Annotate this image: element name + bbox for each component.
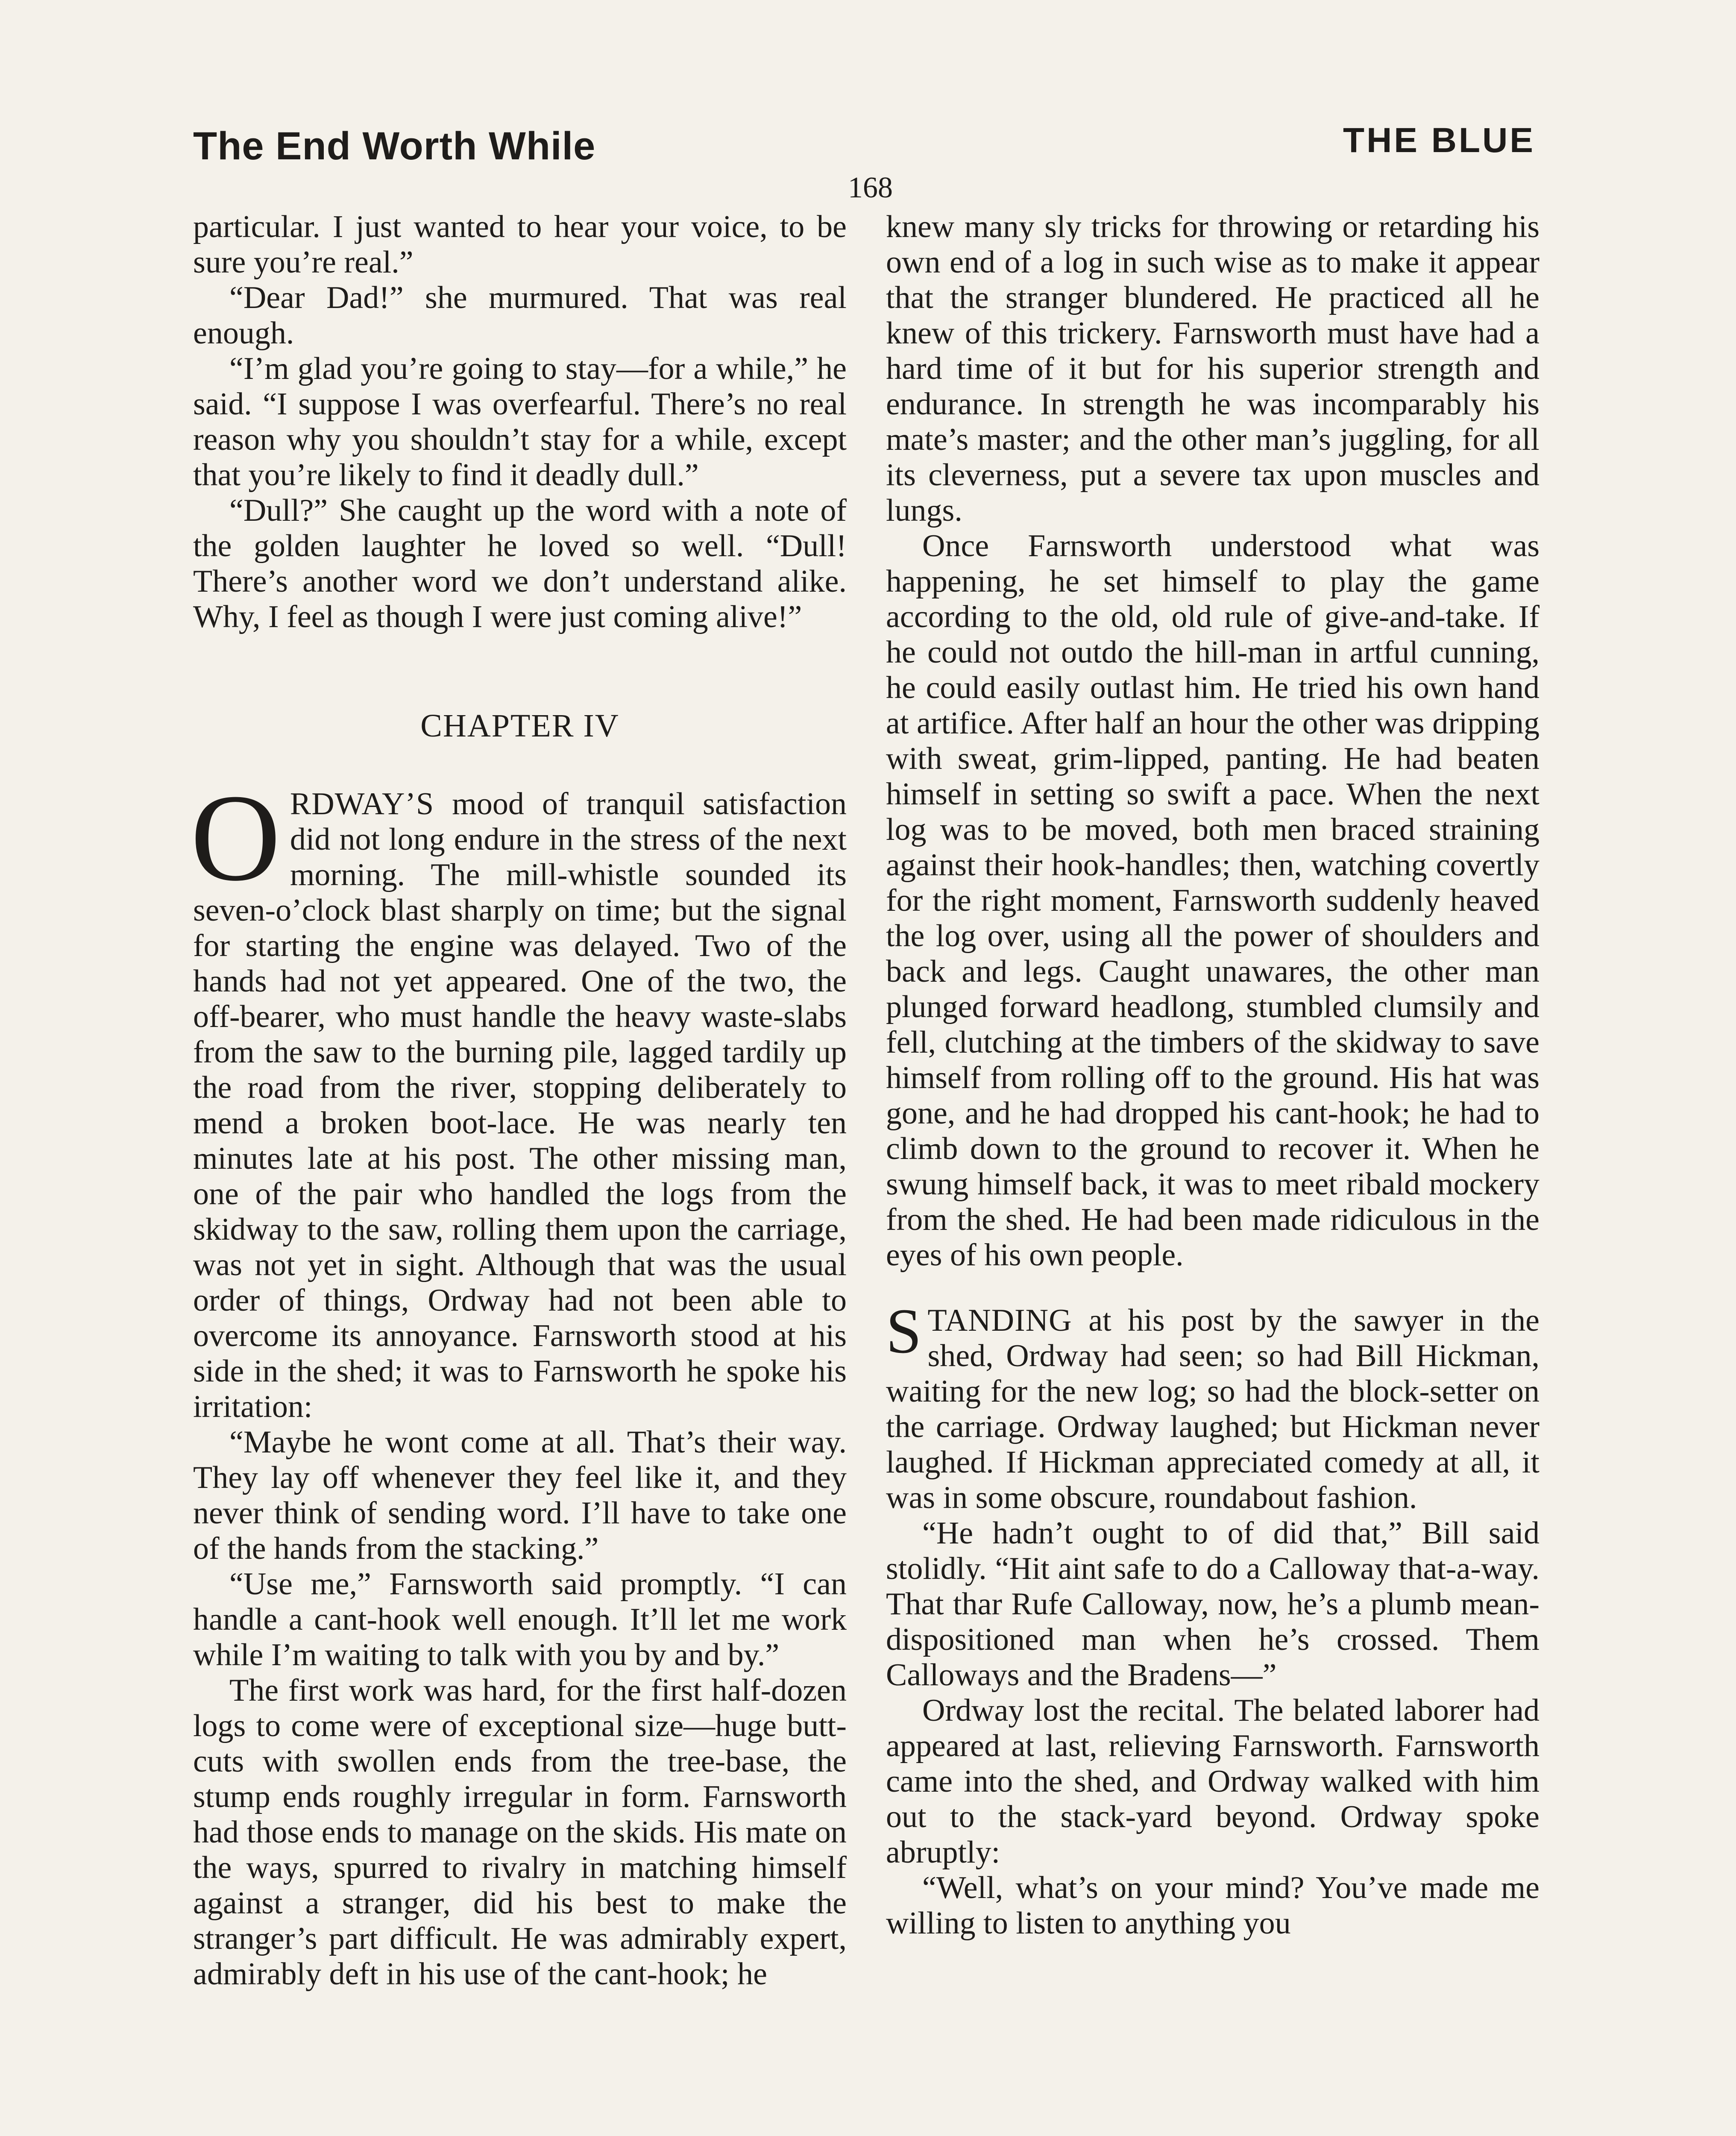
section-opening-paragraph — [886, 1296, 1540, 1516]
paragraph: “Dull?” She caught up the word with a note of the golden laughter he loved so well. “Dull! There’s another word we don’t understand alike. Why, I feel as though I were just coming alive!” — [193, 493, 847, 634]
paragraph: “Use me,” Farnsworth said promptly. “I can handle a cant-hook well enough. It’ll let me work while I’m waiting to talk with you by and by.” — [193, 1567, 847, 1672]
small-caps-lead: RDWAY’S — [290, 786, 434, 822]
chapter-heading: CHAPTER IV — [420, 708, 619, 744]
paragraph-text: at his post by the sawyer in the shed, Ordway had seen; so had Bill Hickman, waiting for the new log; so had the block-setter on the carriage. Ordway laughed; but Hickman never laughed. If Hickman appreciated comedy at all, it was in some obscure, roundabout fashion. — [886, 1303, 1540, 1515]
section-break — [886, 1273, 1540, 1303]
drop-cap: O — [191, 769, 281, 907]
paragraph: knew many sly tricks for throwing or retarding his own end of a log in such wise as to make it appear that the stranger blundered. He practiced all he knew of this trickery. Farnsworth must have had a hard time of it but for his superior strength and endurance. In strength he was incomparably his mate’s master; and the other man’s juggling, for all its cleverness, put a severe tax upon muscles and lungs. — [886, 209, 1540, 528]
small-caps-lead: TANDING — [927, 1303, 1072, 1338]
paragraph: “I’m glad you’re going to stay—for a while,” he said. “I suppose I was overfearful. There’s no real reason why you shouldn’t stay for a while, except that you’re likely to find it deadly dull.” — [193, 351, 847, 493]
page-number: 168 — [848, 171, 893, 204]
paragraph: “He hadn’t ought to of did that,” Bill said stolidly. “Hit aint safe to do a Calloway that-a-way. That thar Rufe Calloway, now, he’s a plumb mean-dispositioned man when he’s crossed. Them Calloways and the Bradens—” — [886, 1516, 1540, 1693]
chapter-opening-paragraph — [191, 769, 847, 1425]
paragraph: “Dear Dad!” she murmured. That was real enough. — [193, 280, 847, 351]
running-title: The End Worth While — [193, 124, 596, 168]
magazine-name: THE BLUE — [1343, 121, 1535, 160]
left-column — [193, 209, 847, 1992]
paragraph: Ordway lost the recital. The belated laborer had appeared at last, relieving Farnsworth. Farnsworth came into the shed, and Ordway walked with him out to the stack-yard beyond. Ordway spoke abruptly: — [886, 1693, 1540, 1870]
paragraph-text: mood of tranquil satisfaction did not long endure in the stress of the next morning. The mill-whistle sounded its seven-o’clock blast sharply on time; but the signal for starting the engine was delayed. Two of the hands had not yet appeared. One of the two, the off-bearer, who must handle the heavy waste-slabs from the saw to the burning pile, lagged tardily up the road from the river, stopping deliberately to mend a broken boot-lace. He was nearly ten minutes late at his post. The other missing man, one of the pair who handled the logs from the skidway to the saw, rolling them upon the carriage, was not yet in sight. Although that was the usual order of things, Ordway had not been able to overcome its annoyance. Farnsworth stood at his side in the shed; it was to Farnsworth he spoke his irritation: — [193, 786, 847, 1424]
paragraph: “Maybe he wont come at all. That’s their way. They lay off whenever they feel like it, and they never think of sending word. I’ll have to take one of the hands from the stacking.” — [193, 1425, 847, 1566]
drop-cap: S — [886, 1296, 922, 1367]
paragraph: particular. I just wanted to hear your voice, to be sure you’re real.” — [193, 209, 847, 280]
right-column — [886, 209, 1540, 1941]
paragraph: The first work was hard, for the first half-dozen logs to come were of exceptional size—huge butt-cuts with swollen ends from the tree-base, the stump ends roughly irregular in form. Farnsworth had those ends to manage on the skids. His mate on the ways, spurred to rivalry in matching himself against a stranger, did his best to make the stranger’s part difficult. He was admirably expert, admirably deft in his use of the cant-hook; he — [193, 1673, 847, 1992]
paragraph: “Well, what’s on your mind? You’ve made me willing to listen to anything you — [886, 1870, 1540, 1941]
paragraph: Once Farnsworth understood what was happening, he set himself to play the game according to the old, old rule of give-and-take. If he could not outdo the hill-man in artful cunning, he could easily outlast him. He tried his own hand at artifice. After half an hour the other was dripping with sweat, grim-lipped, panting. He had beaten himself in setting so swift a pace. When the next log was to be moved, both men braced straining against their hook-handles; then, watching covertly for the right moment, Farnsworth suddenly heaved the log over, using all the power of shoulders and back and legs. Caught unawares, the other man plunged forward headlong, stumbled clumsily and fell, clutching at the timbers of the skidway to save himself from rolling off to the ground. His hat was gone, and he had dropped his cant-hook; he had to climb down to the ground to recover it. When he swung himself back, it was to meet ribald mockery from the shed. He had been made ridiculous in the eyes of his own people. — [886, 528, 1540, 1273]
